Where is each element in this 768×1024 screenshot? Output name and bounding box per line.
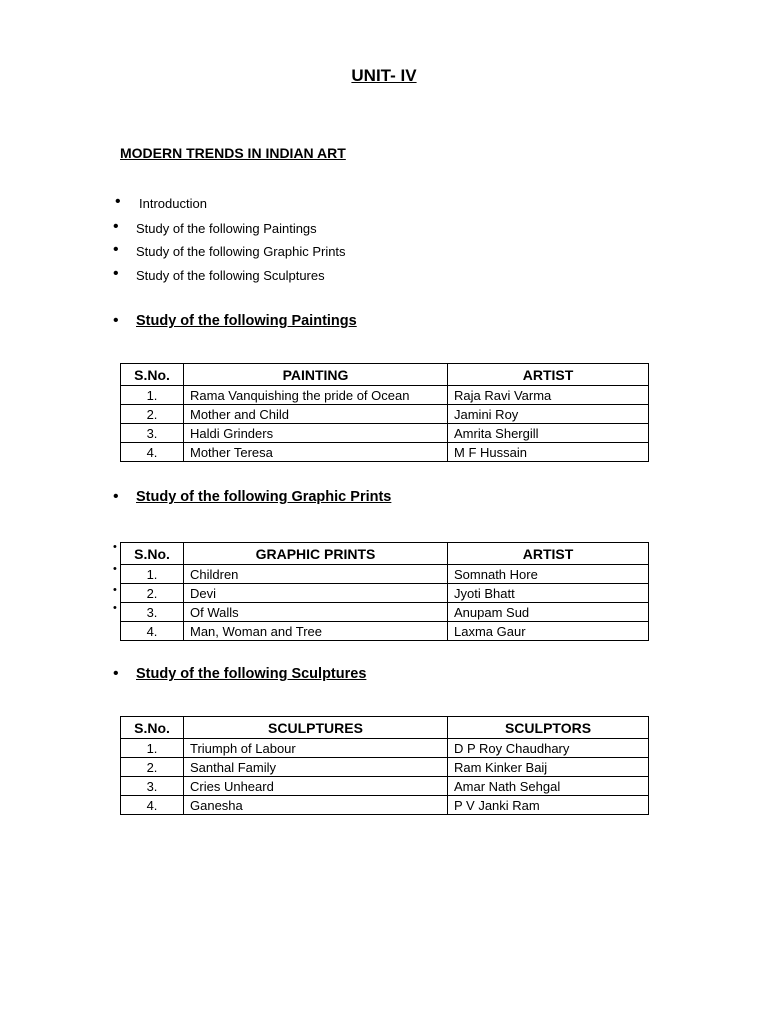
table-row (121, 758, 649, 777)
paintings-table (120, 363, 649, 462)
bullet-icon: • (113, 563, 117, 575)
cell-graphic-print: Children (184, 565, 448, 584)
bullet-icon: • (113, 665, 119, 682)
table-row (121, 739, 649, 758)
cell-sno: 3. (121, 603, 184, 622)
table-header-row (121, 543, 649, 565)
column-header-artist: ARTIST (448, 543, 649, 565)
cell-sculpture: Triumph of Labour (184, 739, 448, 758)
column-header-sculptures: SCULPTURES (184, 717, 448, 739)
cell-sculptor: D P Roy Chaudhary (448, 739, 649, 758)
bullet-icon: • (113, 602, 117, 614)
table-header-row (121, 364, 649, 386)
bullet-icon: • (113, 488, 119, 505)
cell-artist: Jamini Roy (448, 405, 649, 424)
intro-item-introduction: Introduction (139, 196, 207, 211)
intro-item-sculptures: Study of the following Sculptures (136, 268, 325, 283)
paintings-heading: Study of the following Paintings (136, 313, 357, 329)
cell-sno: 4. (121, 622, 184, 641)
sculptures-heading: Study of the following Sculptures (136, 666, 367, 682)
cell-painting: Haldi Grinders (184, 424, 448, 443)
cell-sno: 4. (121, 443, 184, 462)
bullet-icon: • (113, 241, 119, 258)
cell-sno: 1. (121, 739, 184, 758)
table-header-row (121, 717, 649, 739)
table-row (121, 424, 649, 443)
cell-painting: Mother Teresa (184, 443, 448, 462)
table-row (121, 796, 649, 815)
table-row (121, 405, 649, 424)
table-row (121, 443, 649, 462)
cell-artist: M F Hussain (448, 443, 649, 462)
column-header-sno: S.No. (121, 543, 184, 565)
cell-painting: Mother and Child (184, 405, 448, 424)
column-header-graphic-prints: GRAPHIC PRINTS (184, 543, 448, 565)
bullet-icon: • (113, 218, 119, 235)
column-header-sculptors: SCULPTORS (448, 717, 649, 739)
column-header-sno: S.No. (121, 364, 184, 386)
bullet-icon: • (113, 541, 117, 553)
bullet-icon: • (115, 193, 121, 210)
column-header-sno: S.No. (121, 717, 184, 739)
cell-artist: Somnath Hore (448, 565, 649, 584)
cell-artist: Anupam Sud (448, 603, 649, 622)
cell-artist: Amrita Shergill (448, 424, 649, 443)
cell-graphic-print: Devi (184, 584, 448, 603)
cell-sculpture: Ganesha (184, 796, 448, 815)
cell-sculptor: P V Janki Ram (448, 796, 649, 815)
table-row (121, 584, 649, 603)
cell-sno: 1. (121, 565, 184, 584)
intro-item-graphic-prints: Study of the following Graphic Prints (136, 244, 346, 259)
cell-sno: 1. (121, 386, 184, 405)
graphic-prints-heading: Study of the following Graphic Prints (136, 489, 392, 505)
cell-sculpture: Cries Unheard (184, 777, 448, 796)
table-row (121, 603, 649, 622)
cell-sculptor: Amar Nath Sehgal (448, 777, 649, 796)
cell-artist: Raja Ravi Varma (448, 386, 649, 405)
cell-artist: Jyoti Bhatt (448, 584, 649, 603)
intro-item-paintings: Study of the following Paintings (136, 221, 317, 236)
table-row (121, 386, 649, 405)
bullet-icon: • (113, 312, 119, 329)
sculptures-table (120, 716, 649, 815)
cell-graphic-print: Man, Woman and Tree (184, 622, 448, 641)
cell-graphic-print: Of Walls (184, 603, 448, 622)
cell-sculpture: Santhal Family (184, 758, 448, 777)
bullet-icon: • (113, 265, 119, 282)
table-row (121, 565, 649, 584)
cell-sno: 2. (121, 584, 184, 603)
cell-sno: 2. (121, 758, 184, 777)
section-title: MODERN TRENDS IN INDIAN ART (120, 145, 346, 161)
table-row (121, 777, 649, 796)
cell-sno: 4. (121, 796, 184, 815)
table-row (121, 622, 649, 641)
cell-artist: Laxma Gaur (448, 622, 649, 641)
cell-painting: Rama Vanquishing the pride of Ocean (184, 386, 448, 405)
cell-sno: 3. (121, 777, 184, 796)
cell-sno: 2. (121, 405, 184, 424)
graphic-prints-table (120, 542, 649, 641)
column-header-artist: ARTIST (448, 364, 649, 386)
cell-sno: 3. (121, 424, 184, 443)
unit-title: UNIT- IV (351, 66, 417, 85)
cell-sculptor: Ram Kinker Baij (448, 758, 649, 777)
bullet-icon: • (113, 584, 117, 596)
column-header-painting: PAINTING (184, 364, 448, 386)
